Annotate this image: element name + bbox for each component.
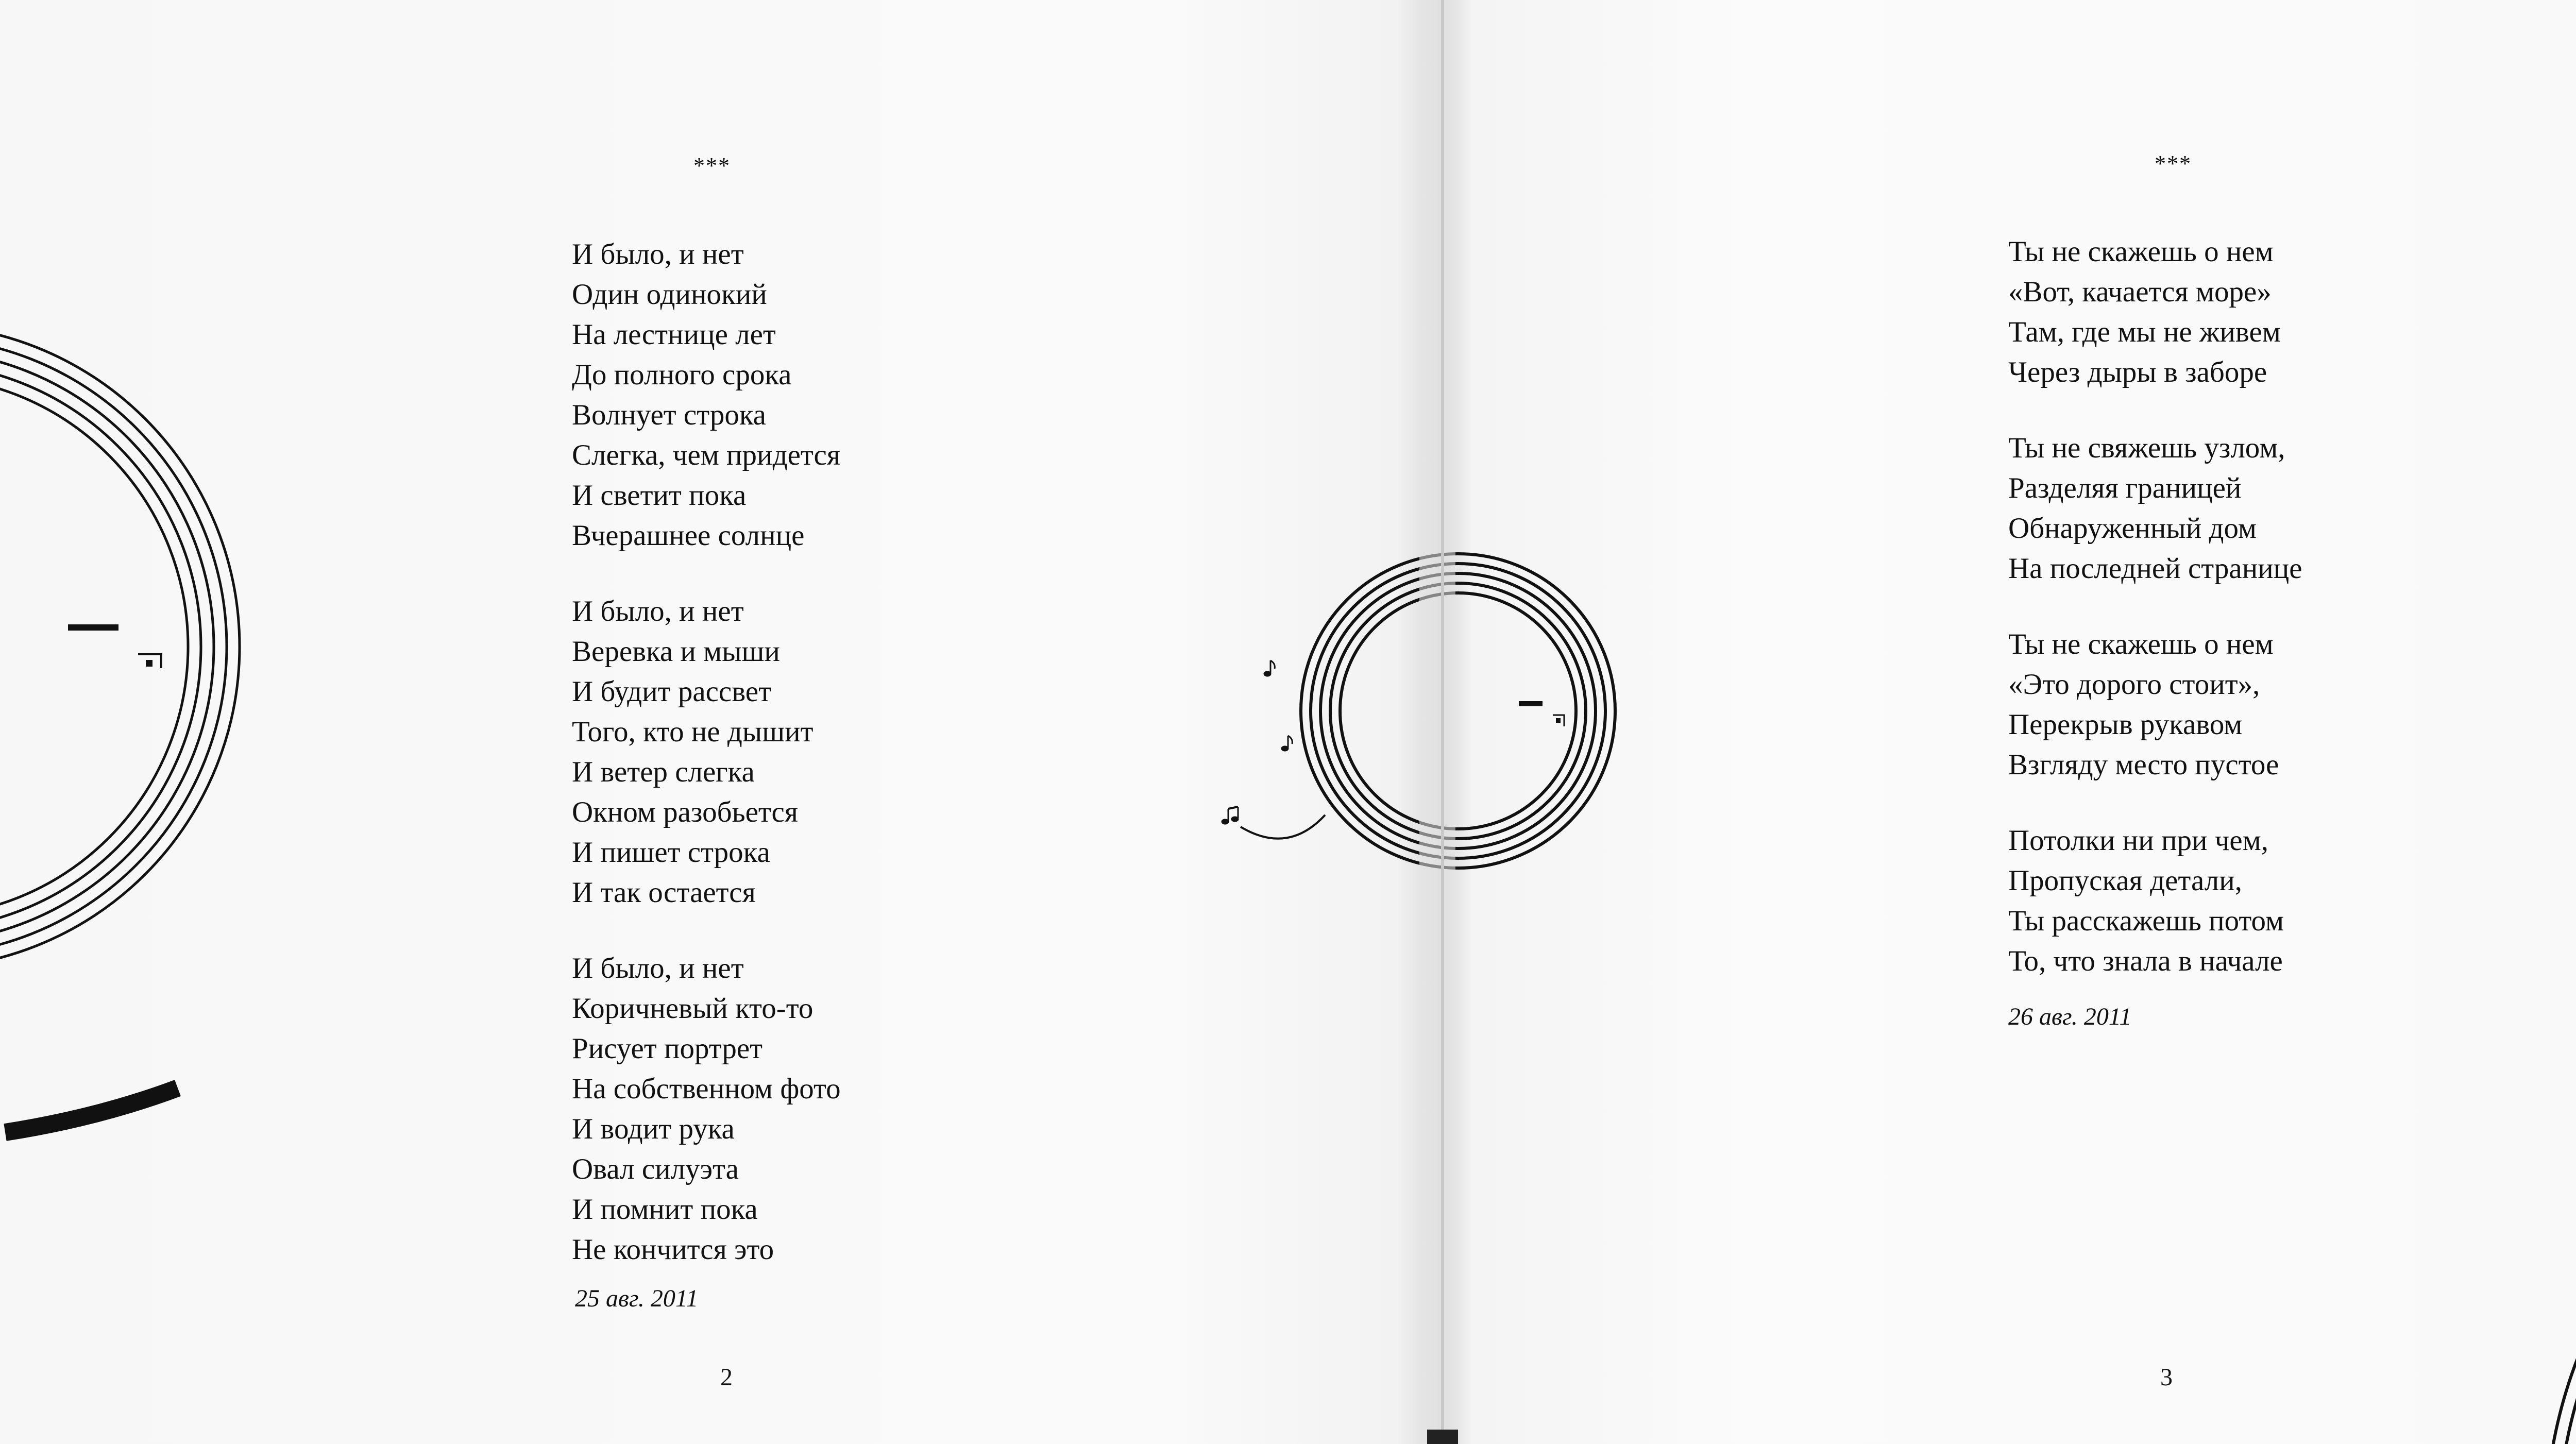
poem-heading: *** [693,153,731,178]
poem-line: Овал силуэта [572,1153,739,1185]
poem-line: И светит пока [572,479,747,512]
poem-line: До полного срока [572,359,792,391]
poem-line: И ветер слегка [572,756,755,788]
poem-line: Рисует портрет [572,1032,763,1065]
poem-heading: *** [2155,151,2192,176]
poem-line: Там, где мы не живем [2008,316,2281,348]
page-number: 3 [2160,1364,2173,1391]
poem-line: Окном разобьется [572,796,798,828]
poem-line: То, что знала в начале [2008,945,2283,977]
poem-line: Волнует строка [572,399,766,431]
poem-line: И было, и нет [572,595,744,627]
stanza [572,591,841,913]
poem-line: На последней странице [2008,552,2302,585]
poem-line: Того, кто не дышит [572,716,814,748]
poem-line: Веревка и мыши [572,635,780,668]
poem-line: Потолки ни при чем, [2008,824,2269,857]
poem-line: И водит рука [572,1113,735,1145]
poem-text [2008,232,2302,981]
stanza [2008,232,2302,393]
stanza [2008,821,2302,981]
poem-line: И так остается [572,876,756,909]
poem-line: Перекрыв рукавом [2008,708,2243,741]
poem-line: Ты не свяжешь узлом, [2008,432,2285,464]
poem-line: И будит рассвет [572,675,772,708]
poem-line: Ты не скажешь о нем [2008,628,2274,660]
poem-line: «Вот, качается море» [2008,276,2272,308]
poem-line: И было, и нет [572,238,744,270]
poem-line: Разделяя границей [2008,472,2242,504]
poem-line: На лестнице лет [572,318,776,351]
poem-date: 25 авг. 2011 [575,1285,699,1312]
poem-date: 26 авг. 2011 [2008,1003,2132,1030]
stanza [572,234,841,556]
poem-line: Не кончится это [572,1233,774,1266]
poem-line: Ты расскажешь потом [2008,905,2284,937]
poem-line: Пропуская детали, [2008,864,2242,897]
poem-line: Вчерашнее солнце [572,519,805,552]
poem-line: Ты не скажешь о нем [2008,235,2274,268]
poem-line: Слегка, чем придется [572,439,840,471]
stanza [572,948,841,1270]
right-page [1467,0,2576,1444]
poem-line: И пишет строка [572,836,770,869]
poem-line: Обнаруженный дом [2008,512,2257,545]
stanza [2008,624,2302,785]
poem-line: И было, и нет [572,952,744,984]
page-number: 2 [720,1364,733,1391]
poem-line: И помнит пока [572,1193,758,1226]
poem-line: «Это дорого стоит», [2008,668,2260,701]
poem-text [572,234,841,1270]
poem-line: Коричневый кто-то [572,992,814,1025]
poem-line: Взгляду место пустое [2008,749,2279,781]
poem-line: Один одинокий [572,278,767,311]
stanza [2008,428,2302,589]
poem-line: Через дыры в заборе [2008,356,2267,388]
poem-line: На собственном фото [572,1073,841,1105]
